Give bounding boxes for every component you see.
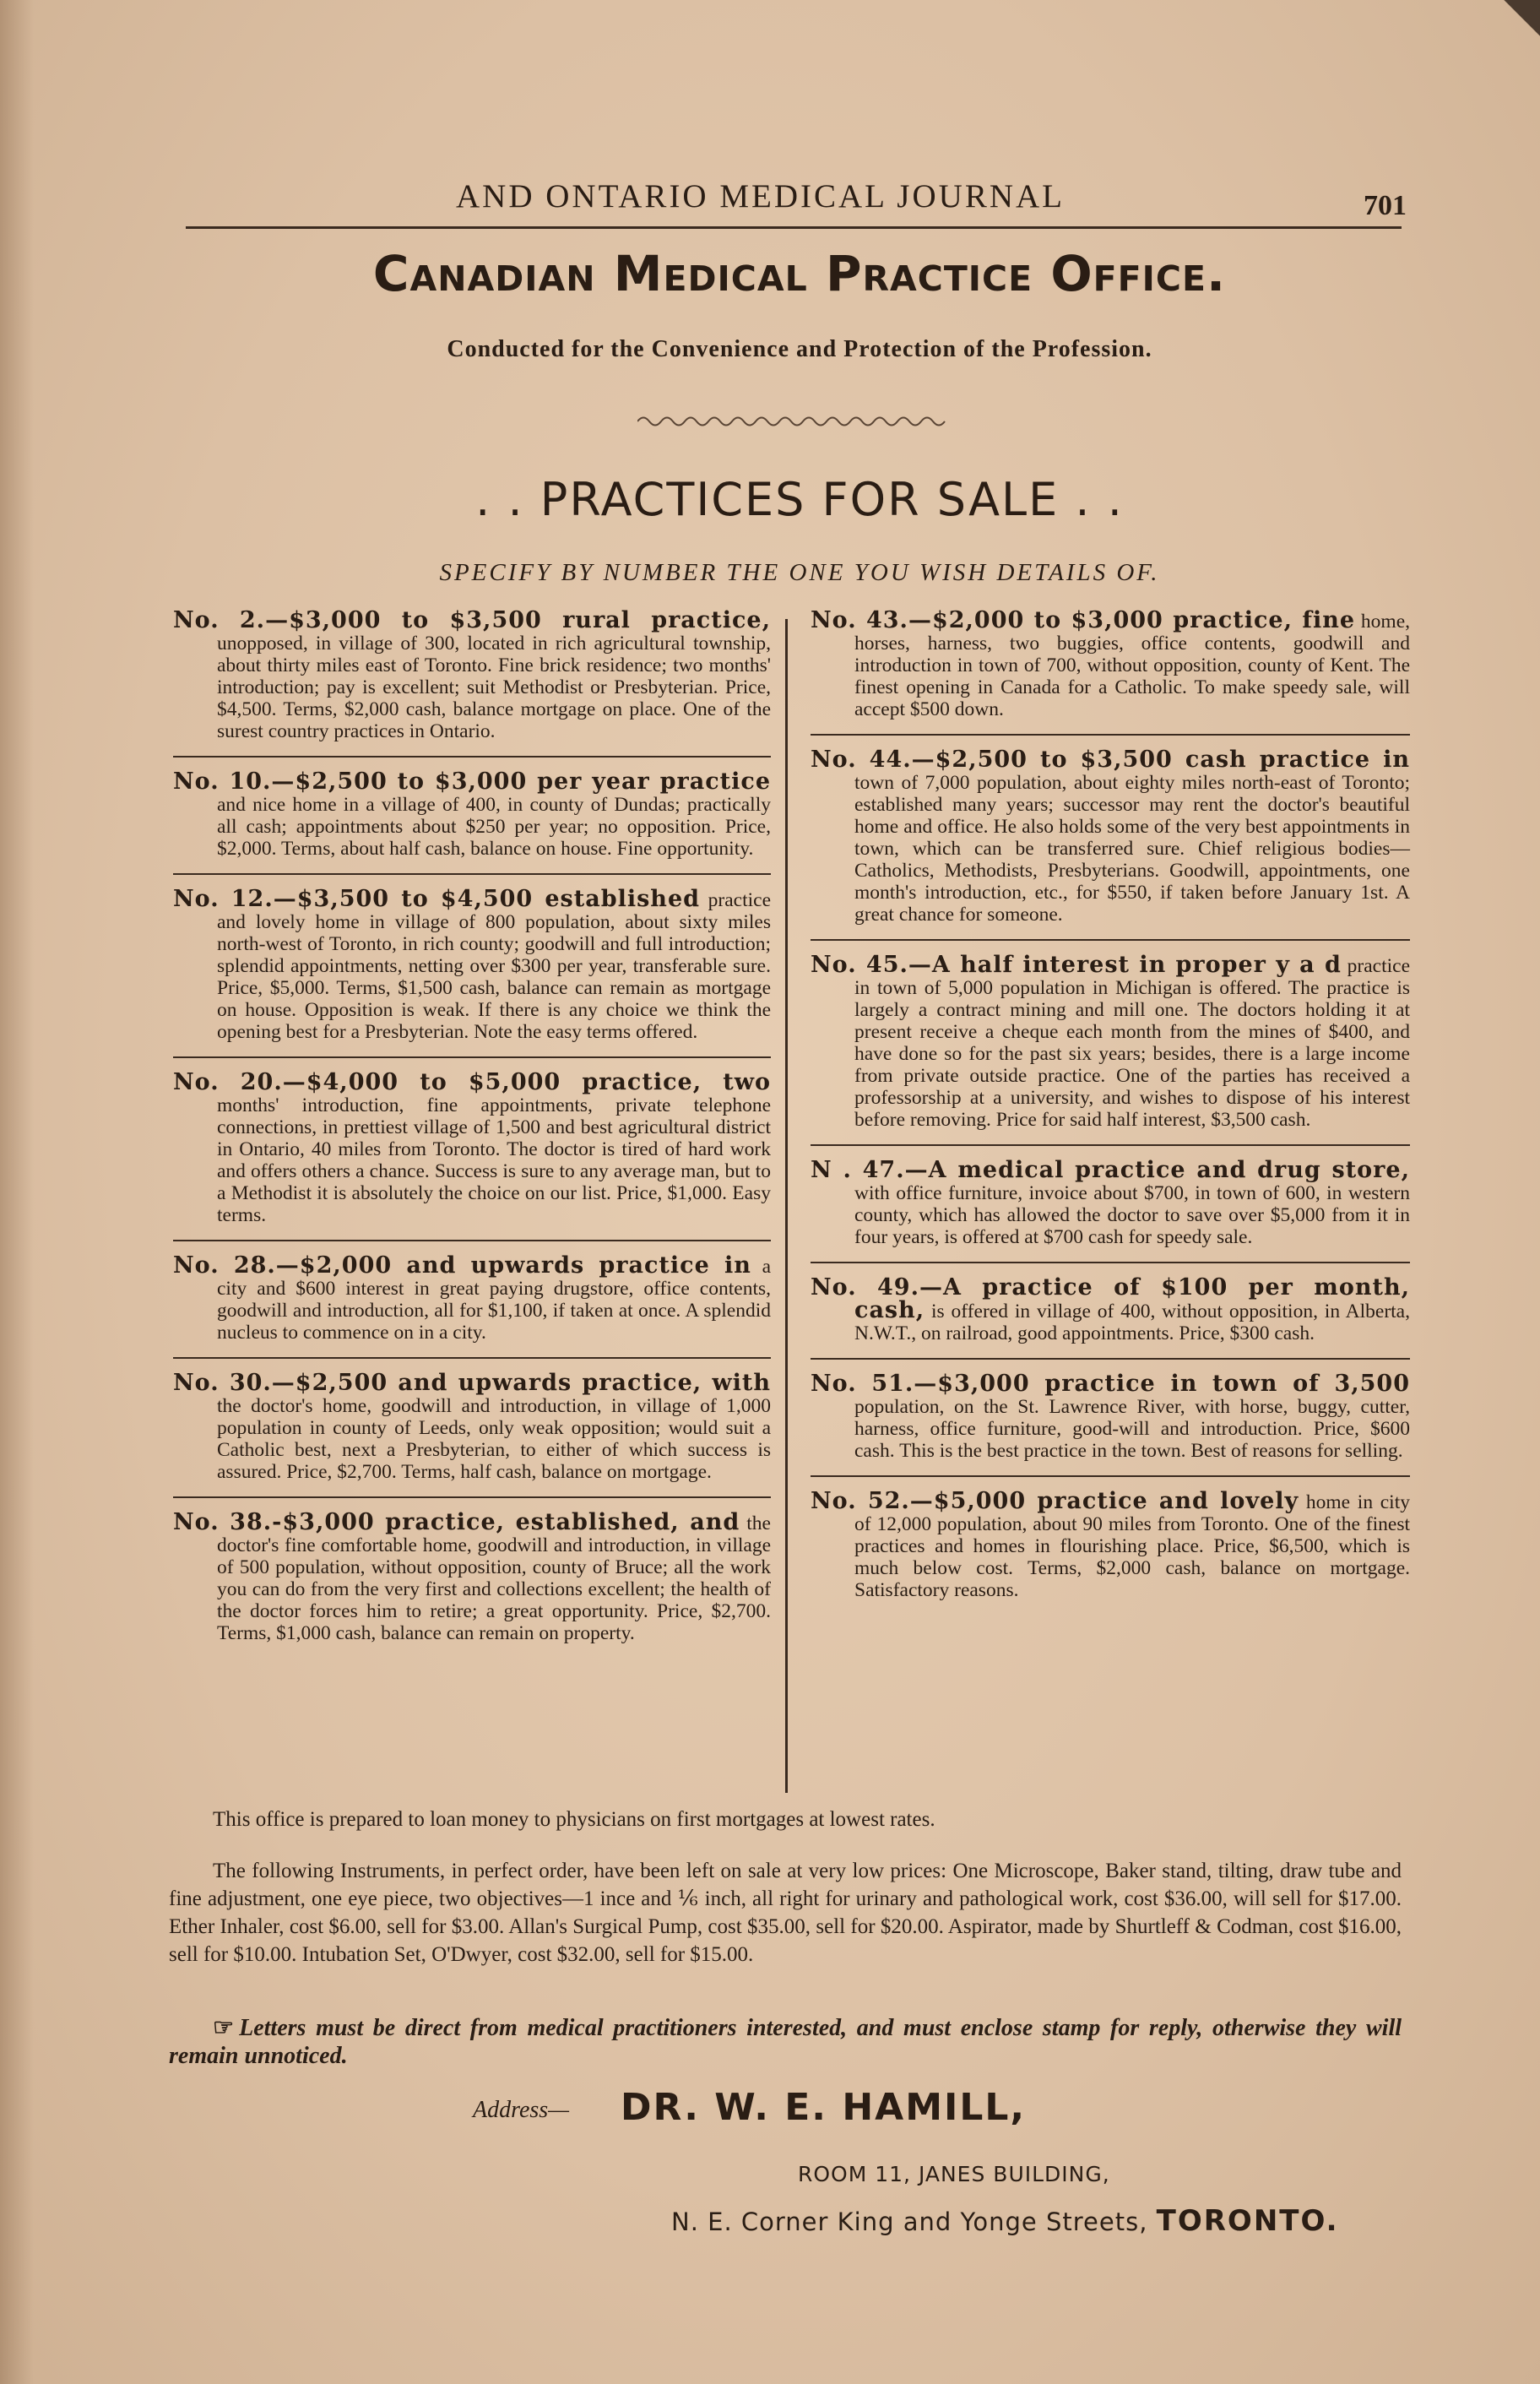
listing-entry: [173, 607, 771, 758]
listing-entry: [811, 749, 1410, 941]
header-rule: [186, 226, 1402, 229]
listing-body: practice in town of 5,000 population in Michigan is offered. The practice is largely a contract mining and mill one. The doctors holding it at present receive a cheque each month from the mines of $400, and have done so for the past six years; besides, there is a large income from private outside practice. One of the parties has received a professorship at a university, and wishes to dispose of his interest before removing. Price for said half interest, $3,500 cash.: [854, 955, 1410, 1131]
address-street: N. E. Corner King and Yonge Streets,: [671, 2208, 1148, 2236]
listing-lead: No. 12.—$3,500 to $4,500 established: [173, 886, 700, 912]
listing-body: months' introduction, fine appointments, private telephone connections, in prettiest village of 1,500 and best agricultural district in Ontario, 40 miles from Toronto. The doctor is tired of hard work and offers others a chance. Success is sure to any average man, but to a Methodist it is absolutely the choice on our list. Price, $1,000. Easy terms.: [217, 1094, 771, 1226]
listing-body: the doctor's fine comfortable home, goodwill and introduction, in village of 500 population, without opposition, county of Bruce; all the work you can do from the very first and collections excellent; the health of the doctor forces him to retire; a great opportunity. Price, $2,700. Terms, $1,000 cash, balance can remain on property.: [217, 1512, 771, 1644]
address-room: ROOM 11, JANES BUILDING,: [798, 2162, 1110, 2186]
listing-lead: No. 20.—$4,000 to $5,000 practice, two: [173, 1069, 771, 1095]
listing-lead: N . 47.—A medical practice and drug store,: [811, 1157, 1410, 1183]
listing-entry: [173, 1372, 771, 1498]
listing-lead: No. 51.—$3,000 practice in town of 3,500: [811, 1371, 1410, 1397]
listing-lead: No. 52.—$5,000 practice and lovely: [811, 1488, 1299, 1514]
office-subtitle: Conducted for the Convenience and Protection of the Profession.: [447, 336, 1152, 362]
listing-entry: [811, 1159, 1410, 1263]
address-city: TORONTO.: [1156, 2204, 1339, 2238]
instruments-notice: The following Instruments, in perfect order, have been left on sale at very low prices: One Microscope, Baker stand, tilting, draw tube and fine adjustment, one eye piece, two objectives—1 ince and ⅙ inch, all right for urinary and pathological work, cost $36.00, will sell for $17.00. Ether Inhaler, cost $6.00, sell for $3.00. Allan's Surgical Pump, cost $35.00, sell for $20.00. Aspirator, made by Shurtleff & Codman, cost $16.00, sell for $10.00. Intubation Set, O'Dwyer, cost $32.00, sell for $15.00.: [169, 1860, 1402, 1966]
listing-lead: No. 49.—A practice of $100 per month, cash,: [811, 1274, 1410, 1323]
listing-body: the doctor's home, goodwill and introduction, in village of 1,000 population in county of Leeds, only weak opposition; would suit a Catholic best, next a Presbyterian, to either of which success is assured. Price, $2,700. Terms, half cash, balance on mortgage.: [217, 1395, 771, 1483]
ornament-squiggle: [637, 412, 950, 431]
listing-entry: [811, 607, 1411, 736]
listing-body: and nice home in a village of 400, in county of Dundas; practically all cash; appointments about $250 per year; no opposition. Price, $2,000. Terms, about half cash, balance on house. Fine opportunity.: [217, 794, 771, 860]
listing-body: unopposed, in village of 300, located in rich agricultural township, about thirty miles east of Toronto. Fine brick residence; two months' introduction; pay is excellent; suit Methodist or Presbyterian. Price, $4,500. Terms, $2,000 cash, balance mortgage on place. One of the surest country practices in Ontario.: [217, 633, 771, 742]
address-label: Address—: [473, 2097, 570, 2123]
listing-body: town of 7,000 population, about eighty miles north-east of Toronto; established many years; successor may rent the doctor's beautiful home and office. He also holds some of the very best appointments in town, which can be transferred sure. Chief religious bodies—Catholics, Methodists, Presbyterians. Goodwill, appointments, one month's introduction, etc., for $550, if taken before January 1st. A great chance for someone.: [854, 772, 1410, 926]
page-number: 701: [1364, 190, 1407, 221]
listing-lead: No. 45.—A half interest in proper y a d: [811, 952, 1342, 978]
listing-entry: [811, 1373, 1410, 1477]
notes-block: [169, 1806, 1402, 1992]
listing-body: population, on the St. Lawrence River, with horse, buggy, cutter, harness, office furniture, good-will and introduction. Price, $600 cash. This is the best practice in the town. Best of reasons for selling.: [854, 1396, 1410, 1462]
loan-notice: This office is prepared to loan money to physicians on first mortgages at lowest rates.: [213, 1808, 935, 1831]
listing-entry: [811, 954, 1410, 1146]
office-title-text: Canadian Medical Practice Office.: [372, 245, 1227, 302]
listing-body: a city and $600 interest in great paying drugstore, office contents, goodwill and introduction, all for $1,100, if taken at once. A splendid nucleus to commence on in a city.: [217, 1256, 772, 1344]
listing-entry: [173, 768, 771, 875]
listing-entry: [173, 1509, 771, 1658]
listing-body: home, horses, harness, two buggies, office contents, goodwill and introduction in town of 700, without opposition, county of Kent. The finest opening in Canada for a Catholic. To make speedy sale, will accept $500 down.: [854, 611, 1411, 720]
warning-text: Letters must be direct from medical practitioners interested, and must enclose stamp for reply, otherwise they will remain unnoticed.: [169, 2015, 1402, 2069]
listing-lead: No. 43.—$2,000 to $3,000 practice, fine: [811, 607, 1356, 633]
column-divider: [785, 619, 788, 1793]
listing-entry: [811, 1274, 1410, 1360]
listing-lead: No. 44.—$2,500 to $3,500 cash practice in: [811, 747, 1410, 773]
listings-left-column: [173, 607, 772, 1671]
running-head: AND ONTARIO MEDICAL JOURNAL: [456, 178, 1065, 215]
spine-shadow: [0, 0, 34, 2384]
listing-body: with office furniture, invoice about $700, in town of 600, in western county, which has allowed the doctor to save over $5,000 from it in four years, is offered at $700 cash for speedy sale.: [854, 1182, 1410, 1248]
address-street-line: [671, 2204, 1339, 2238]
address-name: DR. W. E. HAMILL,: [621, 2086, 1027, 2129]
listing-lead: No. 30.—$2,500 and upwards practice, with: [173, 1370, 771, 1396]
listing-entry: [173, 1252, 772, 1359]
listings-right-column: [811, 607, 1411, 1628]
listing-lead: No. 10.—$2,500 to $3,000 per year practice: [173, 768, 771, 795]
listing-entry: [173, 888, 771, 1058]
listing-body: is offered in village of 400, without opposition, in Alberta, N.W.T., on railroad, good appointments. Price, $300 cash.: [854, 1301, 1410, 1344]
listing-entry: [811, 1488, 1410, 1615]
office-title: [179, 245, 1420, 321]
section-instruction: SPECIFY BY NUMBER THE ONE YOU WISH DETAILS OF.: [439, 559, 1160, 586]
listing-body: home in city of 12,000 population, about 90 miles from Toronto. One of the finest practices and homes in flourishing place. Price, $6,500, which is much below cost. Terms, $2,000 cash, balance on mortgage. Satisfactory reasons.: [854, 1491, 1410, 1601]
listing-body: practice and lovely home in village of 800 population, about sixty miles north-west of Toronto, in rich county; goodwill and full introduction; splendid appointments, netting over $300 per year, transferable sure. Price, $5,000. Terms, $1,500 cash, balance can remain as mortgage on house. Opposition is weak. If there is any choice we think the opening best for a Presbyterian. Note the easy terms offered.: [217, 889, 771, 1043]
listing-entry: [173, 1069, 771, 1241]
warning-notice: [169, 2014, 1402, 2070]
pointing-hand-icon: ☞: [213, 2015, 235, 2041]
listing-lead: No. 38.-$3,000 practice, established, and: [173, 1509, 740, 1535]
listing-lead: No. 28.—$2,000 and upwards practice in: [173, 1252, 751, 1279]
page-corner: [1489, 0, 1540, 51]
listing-lead: No. 2.—$3,000 to $3,500 rural practice,: [173, 607, 771, 633]
section-title: . . PRACTICES FOR SALE . .: [475, 473, 1124, 526]
